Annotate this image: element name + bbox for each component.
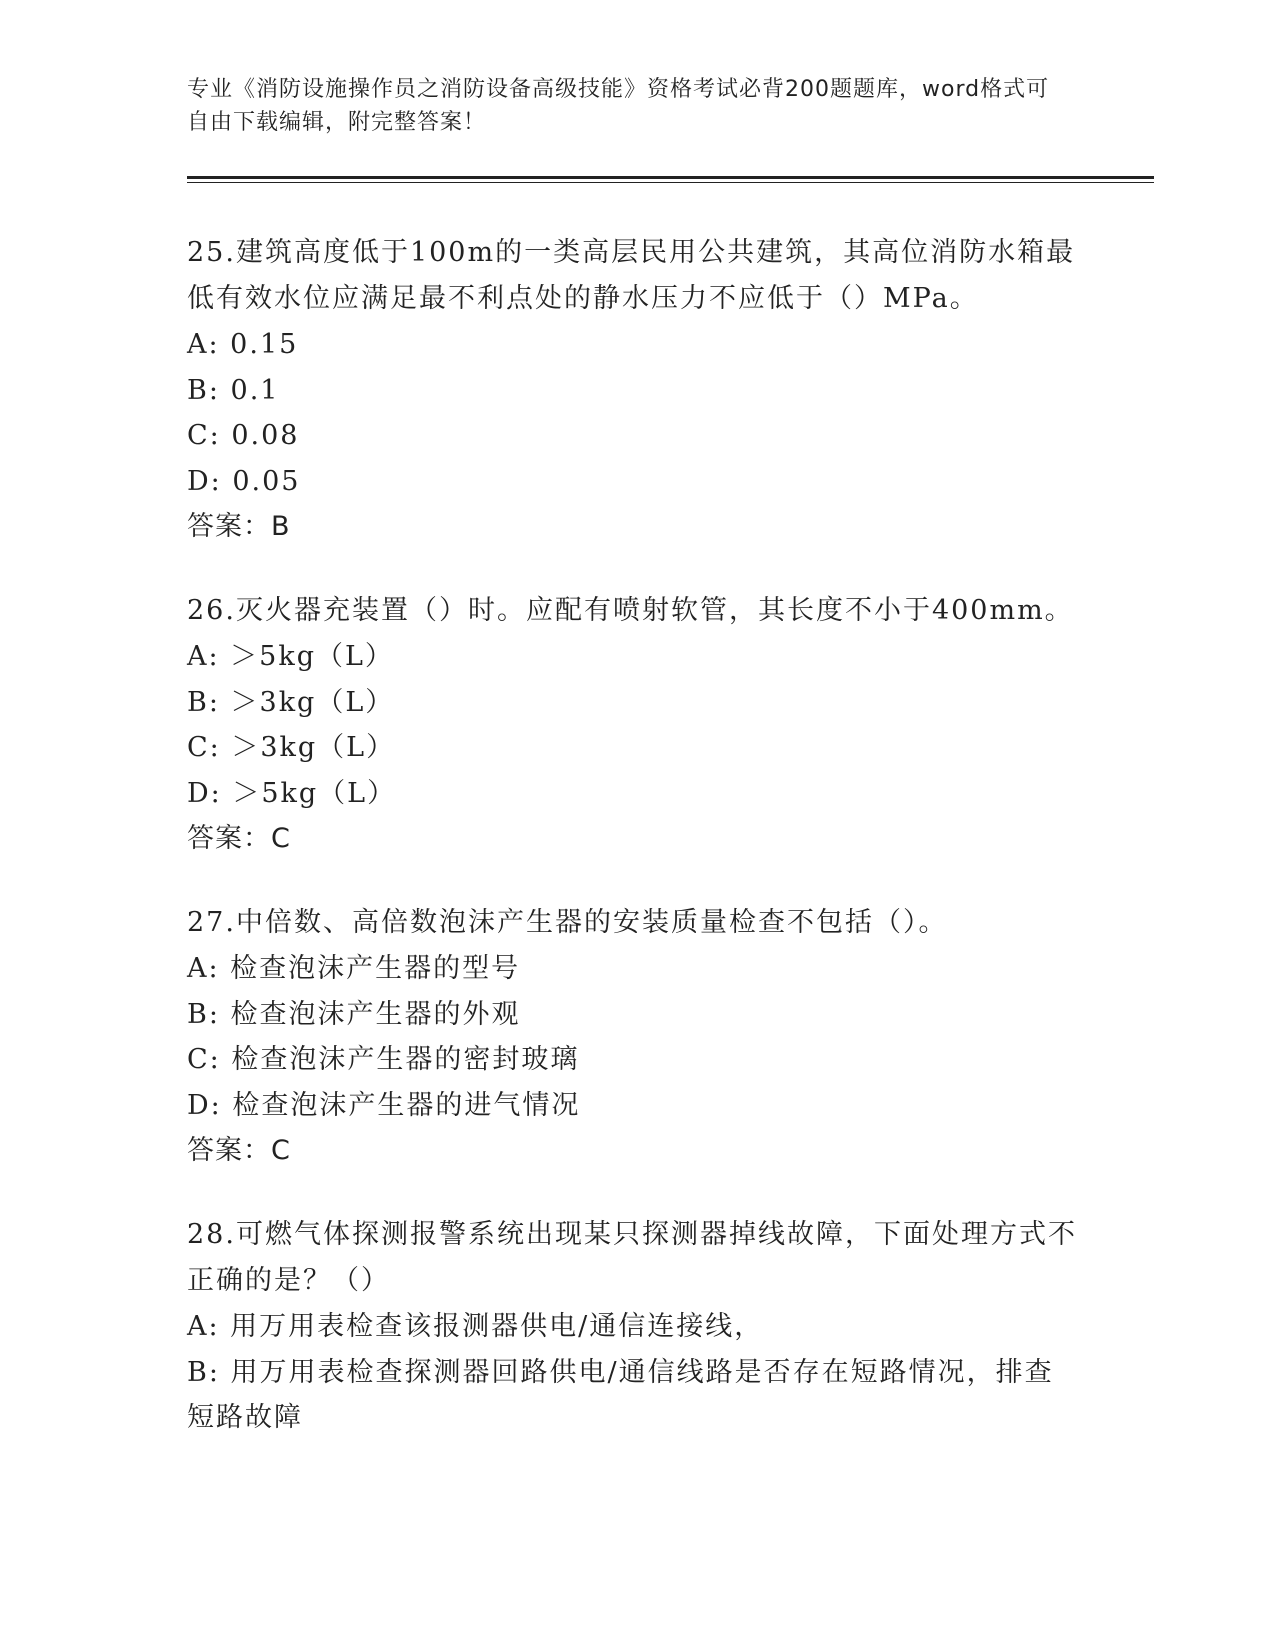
document-header: 专业《消防设施操作员之消防设备高级技能》资格考试必背200题题库，word格式可自由下载编辑，附完整答案！ [187,77,1050,135]
answer-line: 答案：C [187,823,291,854]
header-divider-thin [187,182,1154,183]
question-26 [187,588,1077,862]
option-b: B: 用万用表检查探测器回路供电/通信线路是否存在短路情况，排查短路故障 [187,1356,1054,1433]
option-c: C: 检查泡沫产生器的密封玻璃 [187,1044,580,1075]
option-a: A: 用万用表检查该报测器供电/通信连接线， [187,1311,764,1342]
question-stem: 26.灭火器充装置（）时。应配有喷射软管，其长度不小于400mm。 [187,595,1074,626]
option-d: D: 检查泡沫产生器的进气情况 [187,1089,581,1121]
question-list [187,230,1077,1479]
option-d: D: 0.05 [187,465,301,497]
answer-line: 答案：C [187,1135,291,1166]
question-stem: 27.中倍数、高倍数泡沫产生器的安装质量检查不包括（）。 [187,907,948,938]
header-divider-thick [187,176,1154,179]
option-a: A: ＞5kg（L） [187,641,394,672]
answer-line: 答案：B [187,511,291,542]
question-25 [187,230,1077,550]
option-a: A: 检查泡沫产生器的型号 [187,953,521,984]
option-b: B: 0.1 [187,374,280,406]
question-28 [187,1212,1077,1441]
option-c: C: ＞3kg（L） [187,732,396,763]
question-stem: 25.建筑高度低于100m的一类高层民用公共建筑，其高位消防水箱最低有效水位应满足最不利点处的静水压力不应低于（）MPa。 [187,237,1076,314]
option-b: B: ＞3kg（L） [187,686,395,718]
option-d: D: ＞5kg（L） [187,777,397,809]
option-b: B: 检查泡沫产生器的外观 [187,998,521,1030]
question-27 [187,900,1077,1174]
option-c: C: 0.08 [187,420,300,451]
option-a: A: 0.15 [187,329,299,360]
question-stem: 28.可燃气体探测报警系统出现某只探测器掉线故障，下面处理方式不正确的是？（） [187,1219,1077,1296]
